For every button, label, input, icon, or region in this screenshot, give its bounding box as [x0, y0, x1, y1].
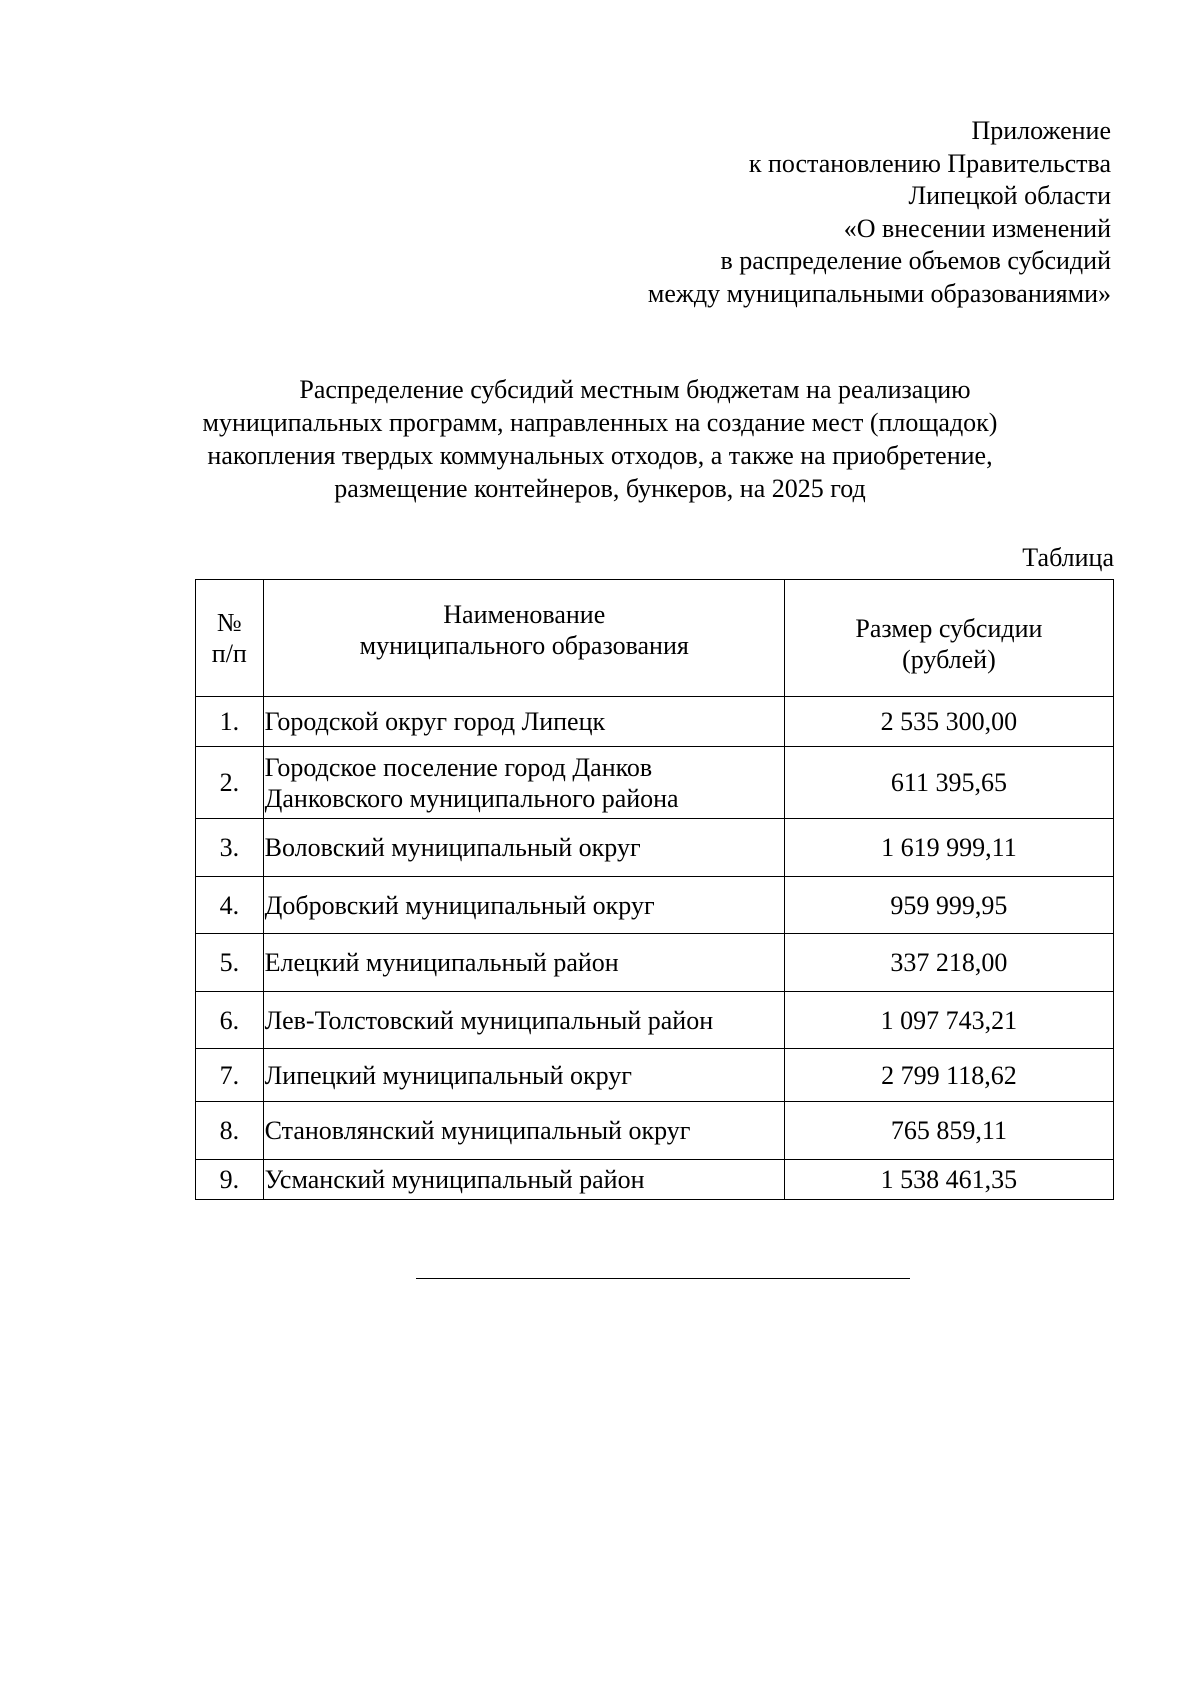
row-amount: 959 999,95 [784, 877, 1113, 934]
header-amount-line1: Размер субсидии [855, 614, 1043, 643]
appendix-line: Приложение [971, 116, 1111, 145]
row-name-line: Данковского муниципального района [264, 783, 679, 813]
row-name-line: Городское поселение город Данков [264, 752, 653, 782]
row-name [263, 1049, 784, 1102]
row-name-line: Усманский муниципальный район [264, 1165, 645, 1194]
table-row [196, 1102, 1114, 1160]
row-name [263, 747, 784, 819]
appendix-line: к постановлению Правительства [748, 148, 1111, 178]
row-name-line: Воловский муниципальный округ [264, 833, 641, 862]
row-amount: 765 859,11 [784, 1102, 1113, 1160]
header-name-line1: Наименование [443, 600, 606, 629]
row-amount: 1 097 743,21 [784, 992, 1113, 1049]
table-row [196, 1049, 1114, 1102]
row-name [263, 934, 784, 992]
title-line: муниципальных программ, направленных на создание мест (площадок) [202, 408, 998, 437]
header-number [196, 580, 264, 697]
table-row [196, 697, 1114, 747]
title-line: Распределение субсидий местным бюджетам на реализацию [299, 375, 971, 404]
row-name-line: Липецкий муниципальный округ [264, 1060, 632, 1090]
row-number: 3. [196, 819, 264, 877]
row-name-line: Становлянский муниципальный округ [264, 1116, 691, 1145]
row-name [263, 819, 784, 877]
row-name-line: Лев-Толстовский муниципальный район [264, 1005, 714, 1035]
appendix-line: «О внесении изменений [843, 213, 1111, 243]
header-number-line2: п/п [211, 639, 247, 668]
table-header-row [196, 580, 1114, 697]
row-amount: 2 535 300,00 [784, 697, 1113, 747]
row-name [263, 697, 784, 747]
header-number-line1: № [216, 608, 242, 637]
row-name [263, 877, 784, 934]
table-row [196, 1160, 1114, 1200]
row-amount: 337 218,00 [784, 934, 1113, 992]
row-amount: 1 538 461,35 [784, 1160, 1113, 1200]
row-number: 7. [196, 1049, 264, 1102]
table-row [196, 819, 1114, 877]
row-name-line: Добровский муниципальный округ [264, 890, 655, 920]
row-number: 8. [196, 1102, 264, 1160]
header-name [263, 580, 784, 697]
table-caption: Таблица [1022, 543, 1114, 572]
appendix-line: Липецкой области [908, 181, 1111, 210]
document-title [150, 373, 1050, 505]
subsidy-table [195, 579, 1114, 1200]
row-name-line: Елецкий муниципальный район [264, 948, 619, 977]
row-number: 5. [196, 934, 264, 992]
row-number: 4. [196, 877, 264, 934]
appendix-line: между муниципальными образованиями» [647, 278, 1111, 308]
header-amount [784, 580, 1113, 697]
closing-divider [416, 1278, 910, 1279]
table-row [196, 747, 1114, 819]
table-row [196, 992, 1114, 1049]
table-row [196, 877, 1114, 934]
row-number: 6. [196, 992, 264, 1049]
row-number: 2. [196, 747, 264, 819]
header-amount-line2: (рублей) [902, 645, 996, 674]
header-name-line2: муниципального образования [359, 631, 689, 660]
appendix-header [551, 115, 1111, 310]
row-amount: 2 799 118,62 [784, 1049, 1113, 1102]
row-name-line: Городской округ город Липецк [264, 707, 606, 736]
appendix-line: в распределение объемов субсидий [720, 246, 1111, 275]
title-line: накопления твердых коммунальных отходов, а также на приобретение, [207, 441, 993, 470]
row-name [263, 1160, 784, 1200]
row-number: 1. [196, 697, 264, 747]
title-line: размещение контейнеров, бункеров, на 2025 год [334, 474, 866, 503]
row-number: 9. [196, 1160, 264, 1200]
table-row [196, 934, 1114, 992]
row-amount: 1 619 999,11 [784, 819, 1113, 877]
row-name [263, 1102, 784, 1160]
row-amount: 611 395,65 [784, 747, 1113, 819]
row-name [263, 992, 784, 1049]
